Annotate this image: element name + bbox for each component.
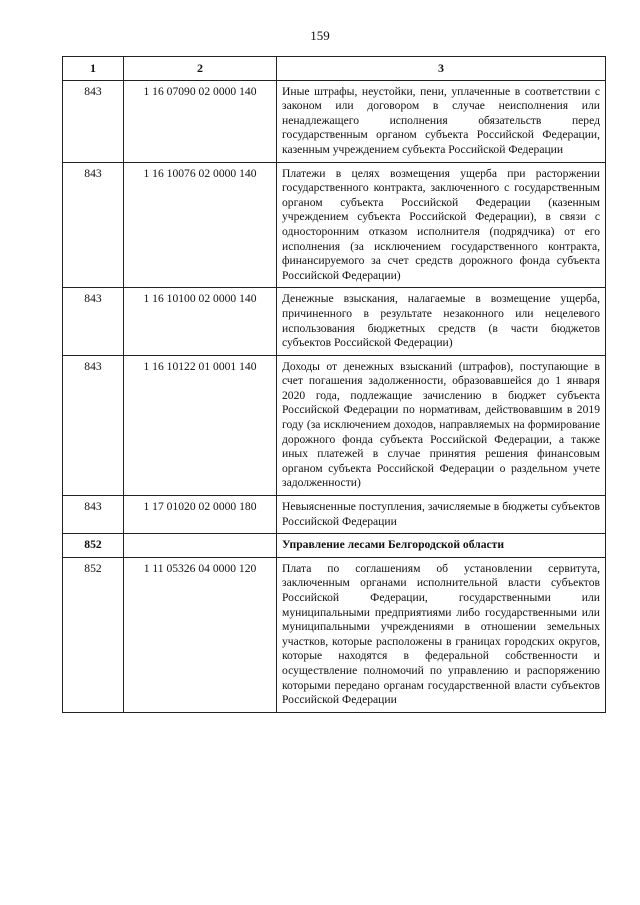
revenue-description-cell: Невыясненные поступления, зачисляемые в бюджеты субъектов Российской Федерации <box>277 496 606 534</box>
admin-code-cell: 843 <box>63 496 124 534</box>
budget-classification-code-cell: 1 11 05326 04 0000 120 <box>124 557 277 712</box>
budget-classification-code-cell: 1 16 10076 02 0000 140 <box>124 162 277 288</box>
revenue-description-cell: Плата по соглашениям об установлении сервитута, заключенным органами исполнительной власти субъектов Российской Федерации, государственными или муниципальными предприятиями либо государственными или муниципальными учреждениями в отношении земельных участков, которые расположены в границах городских округов, которые находятся в федеральной собственности и осуществление полномочий по управлению и распоряжению которыми передано органам государственной власти субъектов Российской Федерации <box>277 557 606 712</box>
budget-classification-code-cell: 1 16 10100 02 0000 140 <box>124 288 277 355</box>
revenue-description-cell: Денежные взыскания, налагаемые в возмещение ущерба, причиненного в результате незаконного или нецелевого использования бюджетных средств (в части бюджетов субъектов Российской Федерации) <box>277 288 606 355</box>
admin-code-cell: 843 <box>63 80 124 162</box>
admin-code-cell: 852 <box>63 557 124 712</box>
page-number: 159 <box>310 28 330 43</box>
administrator-name-cell: Управление лесами Белгородской области <box>277 534 606 558</box>
section-header-row <box>63 534 606 558</box>
admin-code-cell: 843 <box>63 288 124 355</box>
table-header-row <box>63 57 606 81</box>
column-header: 2 <box>124 57 277 81</box>
revenue-description-cell: Платежи в целях возмещения ущерба при расторжении государственного контракта, заключенного с государственным органом субъекта Российской Федерации (казенным учреждением субъекта Российской Федерации), в связи с односторонним отказом исполнителя (подрядчика) от его исполнения (за исключением государственного контракта, финансируемого за счет средств дорожного фонда субъекта Российской Федерации) <box>277 162 606 288</box>
admin-code-cell: 843 <box>63 162 124 288</box>
table-row <box>63 355 606 495</box>
table-row <box>63 288 606 355</box>
table-row <box>63 557 606 712</box>
budget-classification-code-cell: 1 16 10122 01 0001 140 <box>124 355 277 495</box>
budget-classification-code-cell: 1 17 01020 02 0000 180 <box>124 496 277 534</box>
revenue-codes-table <box>62 56 606 713</box>
revenue-description-cell: Иные штрафы, неустойки, пени, уплаченные в соответствии с законом или договором в случае неисполнения или ненадлежащего исполнения обязательств перед государственным органом субъекта Российской Федерации, казенным учреждением субъекта Российской Федерации <box>277 80 606 162</box>
table-row <box>63 162 606 288</box>
admin-code-cell: 843 <box>63 355 124 495</box>
revenue-description-cell: Доходы от денежных взысканий (штрафов), поступающие в счет погашения задолженности, образовавшейся до 1 января 2020 года, подлежащие зачислению в бюджет субъекта Российской Федерации по нормативам, действовавшим в 2019 году (за исключением доходов, направляемых на формирование дорожного фонда субъекта Российской Федерации, а также иных платежей в случае принятия решения финансовым органом субъекта Российской Федерации о раздельном учете задолженности) <box>277 355 606 495</box>
table-row <box>63 80 606 162</box>
admin-code-cell: 852 <box>63 534 124 558</box>
table-row <box>63 496 606 534</box>
column-header: 3 <box>277 57 606 81</box>
column-header: 1 <box>63 57 124 81</box>
budget-classification-code-cell: 1 16 07090 02 0000 140 <box>124 80 277 162</box>
budget-classification-code-cell <box>124 534 277 558</box>
